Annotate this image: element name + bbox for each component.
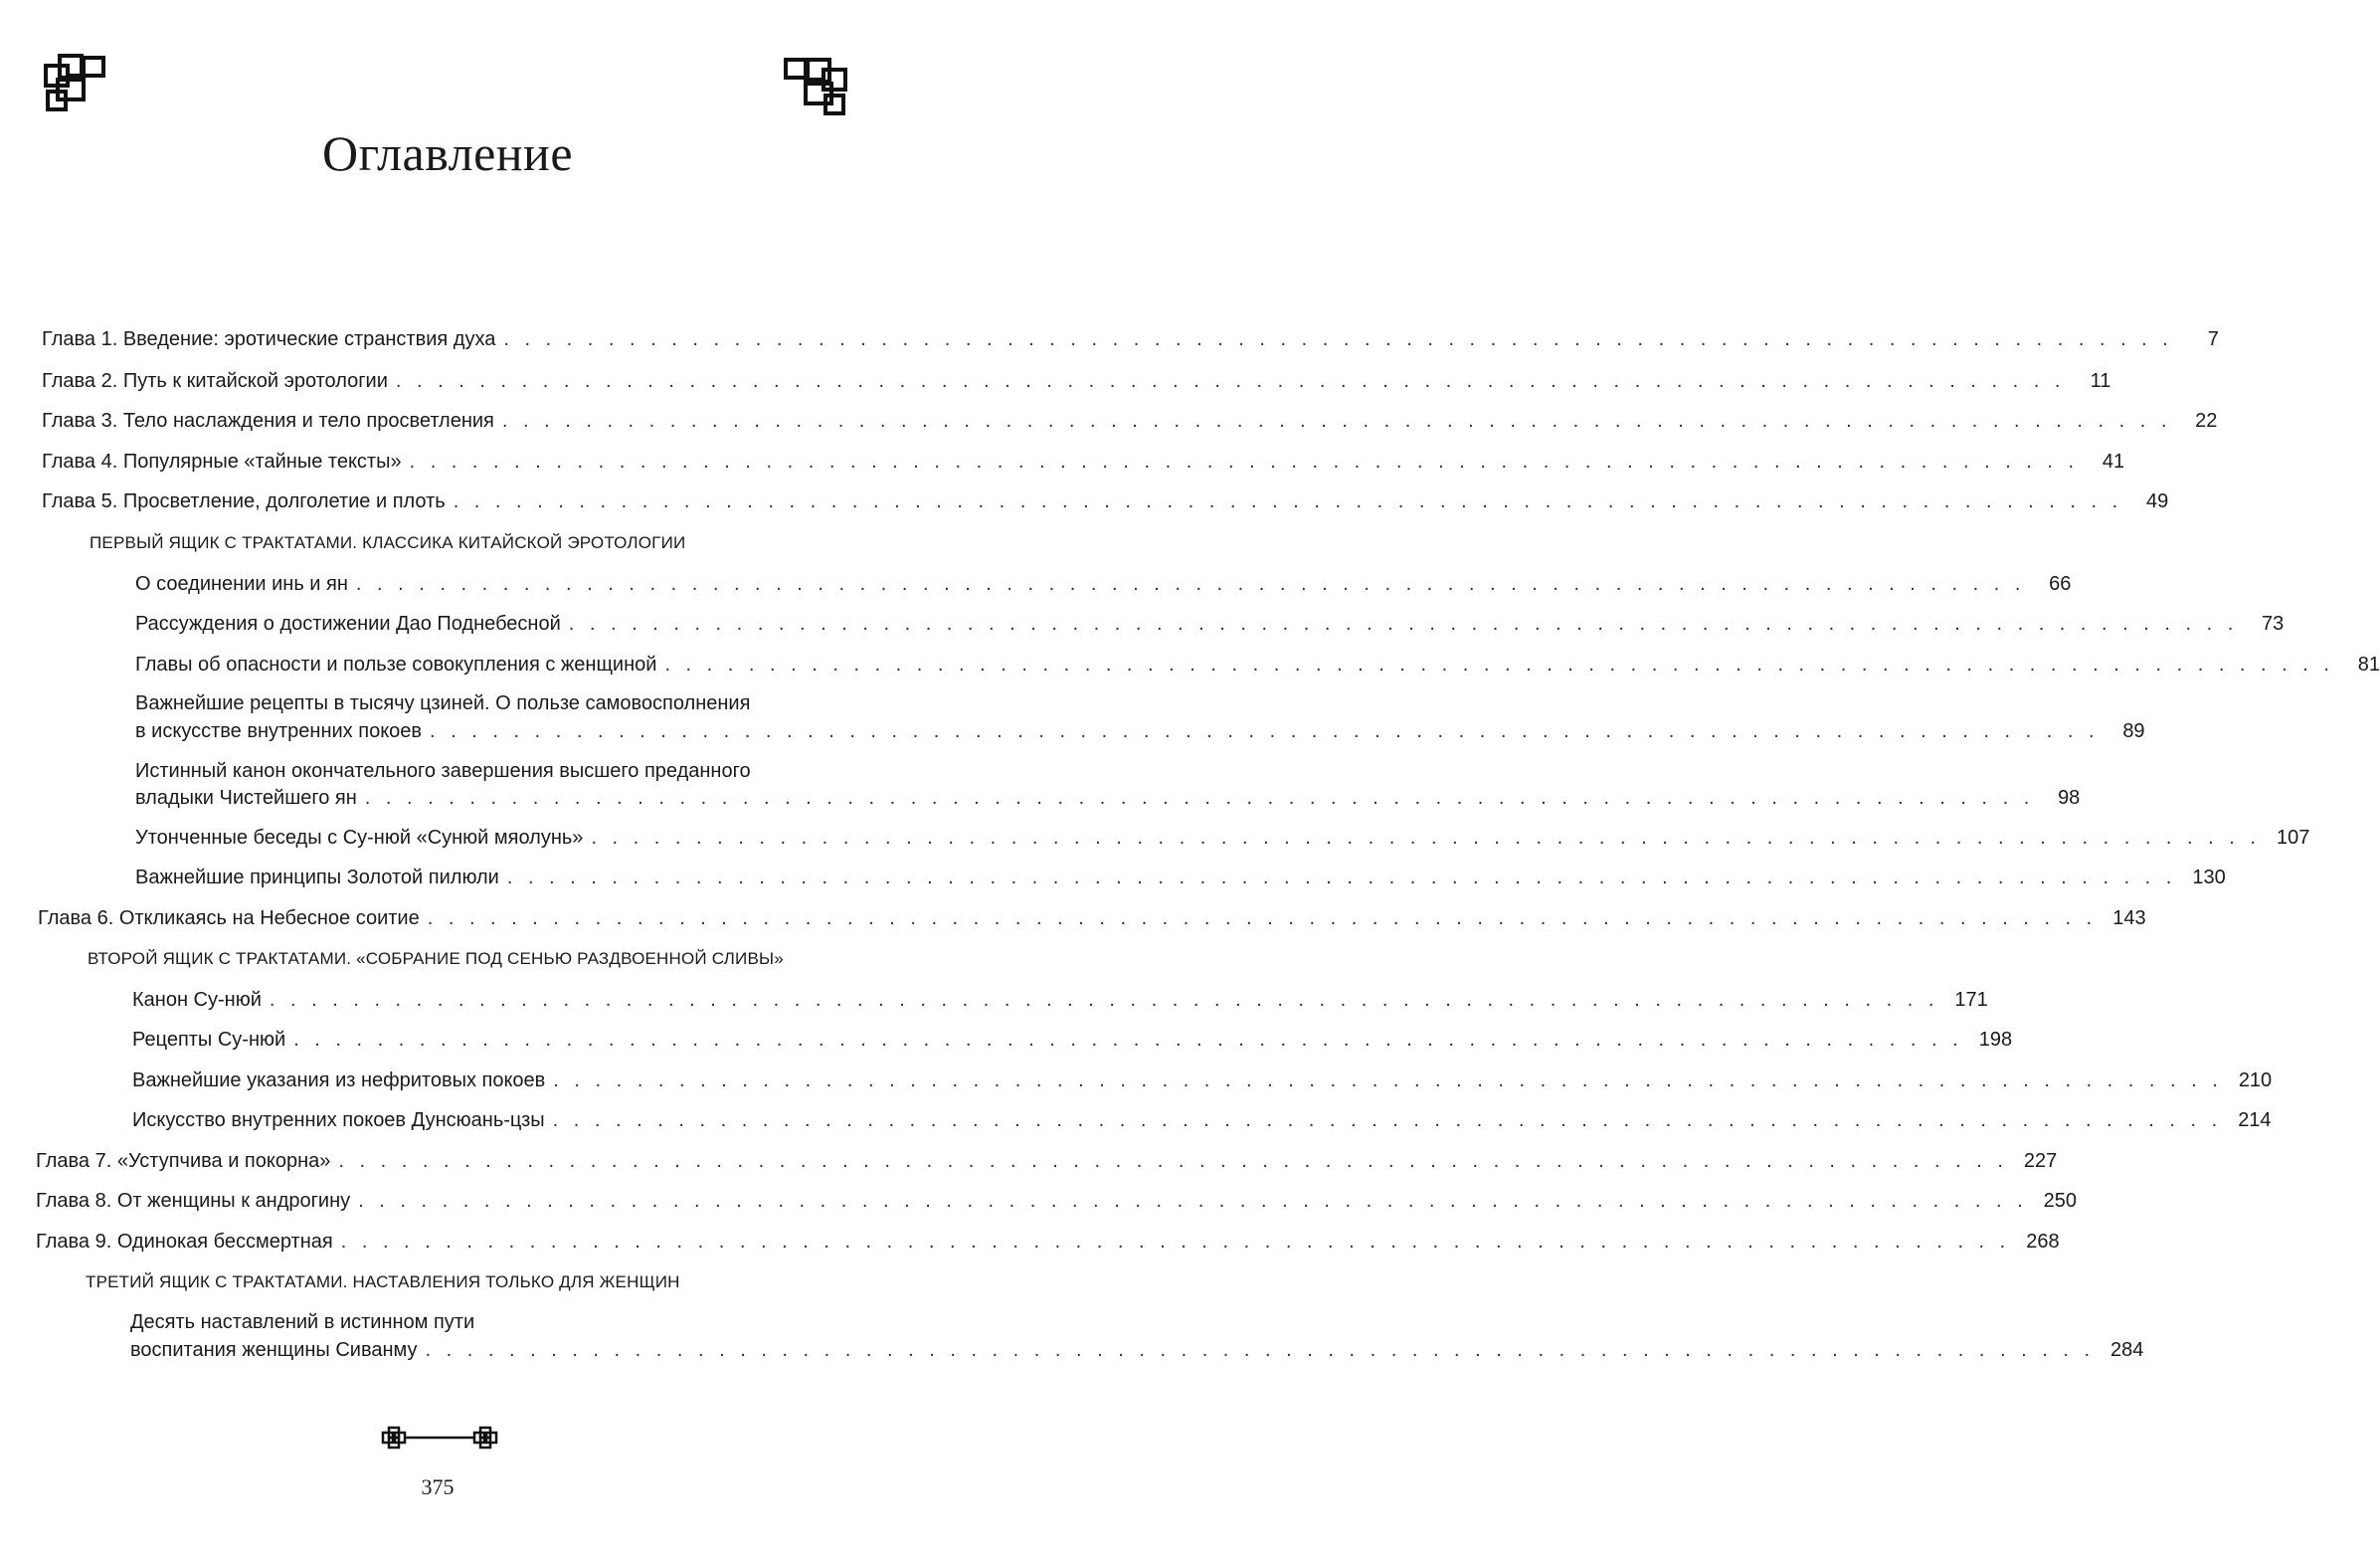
toc-entry[interactable] [36, 1148, 2058, 1174]
toc-entry[interactable] [135, 785, 2081, 811]
dot-leader: . . . . . . . . . . . . . . . . . . . . . . . . . . . . . . . . . . . . . . . . . . . . . . . . . . . . . . . . . . . . . . . . . . . . . . . . . . . . . . . . [501, 410, 2172, 432]
toc-entry-title: Глава 2. Путь к китайской эротологии [42, 370, 388, 392]
knot-ornament-icon [42, 52, 109, 113]
page-title: Оглавление [321, 125, 574, 181]
page-number: 375 [421, 1474, 455, 1499]
toc-entry-title: Искусство внутренних покоев Дунсюань-цзы [132, 1109, 545, 1131]
toc-entry-title: Глава 1. Введение: эротические странствия духа [42, 328, 496, 350]
toc-entry-title: Главы об опасности и пользе совокупления с женщиной [135, 654, 657, 676]
toc-entry-title: Рецепты Су-нюй [132, 1029, 286, 1051]
toc-entry-title: Глава 7. «Уступчива и покорна» [36, 1150, 331, 1172]
toc-entry-page: 81 [2357, 654, 2380, 676]
dot-leader: . . . . . . . . . . . . . . . . . . . . . . . . . . . . . . . . . . . . . . . . . . . . . . . . . . . . . . . . . . . . . . . . . . . . . . . . . . . . . . . . [355, 573, 2026, 595]
toc-entry-title: Важнейшие принципы Золотой пилюли [135, 867, 499, 888]
dot-leader: . . . . . . . . . . . . . . . . . . . . . . . . . . . . . . . . . . . . . . . . . . . . . . . . . . . . . . . . . . . . . . . . . . . . . . . . . . . . . . . . [364, 787, 2035, 809]
dot-leader: . . . . . . . . . . . . . . . . . . . . . . . . . . . . . . . . . . . . . . . . . . . . . . . . . . . . . . . . . . . . . . . . . . . . . . . . . . . . . . . . [340, 1231, 2011, 1253]
toc-entry-page: 171 [1954, 989, 1988, 1011]
toc-entry[interactable] [135, 718, 2145, 744]
dot-leader: . . . . . . . . . . . . . . . . . . . . . . . . . . . . . . . . . . . . . . . . . . . . . . . . . . . . . . . . . . . . . . . . . . . . . . . . . . . . . . . . [591, 827, 2261, 849]
toc-entry[interactable] [42, 449, 2125, 475]
toc-entry-page: 66 [2049, 573, 2072, 595]
toc-entry-page: 250 [2043, 1190, 2078, 1212]
dot-leader: . . . . . . . . . . . . . . . . . . . . . . . . . . . . . . . . . . . . . . . . . . . . . . . . . . . . . . . . . . . . . . . . . . . . . . . . . . . . . . . . [395, 370, 2066, 392]
toc-entry-title: Утонченные беседы с Су-нюй «Сунюй мяолунь» [135, 827, 584, 849]
dot-leader: . . . . . . . . . . . . . . . . . . . . . . . . . . . . . . . . . . . . . . . . . . . . . . . . . . . . . . . . . . . . . . . . . . . . . . . . . . . . . . . . [358, 1190, 2028, 1212]
dot-leader: . . . . . . . . . . . . . . . . . . . . . . . . . . . . . . . . . . . . . . . . . . . . . . . . . . . . . . . . . . . . . . . . . . . . . . . . . . . . . . . . [430, 720, 2100, 742]
dot-leader: . . . . . . . . . . . . . . . . . . . . . . . . . . . . . . . . . . . . . . . . . . . . . . . . . . . . . . . . . . . . . . . . . . . . . . . . . . . . . . . . [664, 654, 2334, 676]
dot-leader: . . . . . . . . . . . . . . . . . . . . . . . . . . . . . . . . . . . . . . . . . . . . . . . . . . . . . . . . . . . . . . . . . . . . . . . . . . . . . . . . [506, 867, 2177, 888]
toc-entry[interactable] [132, 1027, 2013, 1053]
toc-entry-page: 143 [2112, 907, 2146, 929]
dot-leader: . . . . . . . . . . . . . . . . . . . . . . . . . . . . . . . . . . . . . . . . . . . . . . . . . . . . . . . . . . . . . . . . . . . . . . . . . . . . . . . . [269, 989, 1939, 1011]
toc-entry-title: Глава 9. Одинокая бессмертная [36, 1231, 333, 1253]
section-heading: ВТОРОЙ ЯЩИК С ТРАКТАТАМИ. «СОБРАНИЕ ПОД СЕНЬЮ РАЗДВОЕННОЙ СЛИВЫ» [88, 949, 784, 968]
dot-leader: . . . . . . . . . . . . . . . . . . . . . . . . . . . . . . . . . . . . . . . . . . . . . . . . . . . . . . . . . . . . . . . . . . . . . . . . . . . . . . . . [453, 490, 2123, 512]
toc-entry-title: Канон Су-нюй [132, 989, 262, 1011]
toc-entry[interactable] [130, 1337, 2144, 1363]
toc-entry-title-line: Важнейшие рецепты в тысячу цзиней. О пользе самовосполнения [135, 692, 751, 714]
toc-entry-title: в искусстве внутренних покоев [135, 720, 423, 742]
toc-entry[interactable] [132, 1067, 2273, 1093]
dot-leader: . . . . . . . . . . . . . . . . . . . . . . . . . . . . . . . . . . . . . . . . . . . . . . . . . . . . . . . . . . . . . . . . . . . . . . . . . . . . . . . . [409, 451, 2080, 473]
toc-entry[interactable] [135, 652, 2380, 678]
toc-entry-page: 130 [2192, 867, 2226, 888]
toc-entry[interactable] [135, 825, 2310, 851]
toc-entry-page: 49 [2145, 490, 2169, 512]
dot-leader: . . . . . . . . . . . . . . . . . . . . . . . . . . . . . . . . . . . . . . . . . . . . . . . . . . . . . . . . . . . . . . . . . . . . . . . . . . . . . . . . [293, 1029, 1963, 1051]
toc-entry-title-line: Истинный канон окончательного завершения высшего преданного [135, 760, 751, 782]
toc-entry[interactable] [135, 611, 2285, 637]
toc-entry-page: 268 [2026, 1231, 2060, 1253]
toc-entry[interactable] [135, 865, 2226, 890]
toc-entry-title: Глава 4. Популярные «тайные тексты» [42, 451, 402, 473]
toc-entry-page: 11 [2090, 370, 2111, 392]
toc-entry-title: Глава 5. Просветление, долголетие и плоть [42, 490, 446, 512]
toc-entry-title-line: Десять наставлений в истинном пути [130, 1311, 475, 1333]
toc-entry-page: 98 [2058, 787, 2081, 809]
toc-entry-title: Рассуждения о достижении Дао Поднебесной [135, 613, 561, 635]
toc-entry-page: 41 [2102, 451, 2125, 473]
toc-entry-page: 210 [2238, 1069, 2273, 1091]
toc-entry-page: 227 [2023, 1150, 2058, 1172]
dot-leader: . . . . . . . . . . . . . . . . . . . . . . . . . . . . . . . . . . . . . . . . . . . . . . . . . . . . . . . . . . . . . . . . . . . . . . . . . . . . . . . . [503, 328, 2173, 350]
toc-entry-title: О соединении инь и ян [135, 573, 348, 595]
dot-leader: . . . . . . . . . . . . . . . . . . . . . . . . . . . . . . . . . . . . . . . . . . . . . . . . . . . . . . . . . . . . . . . . . . . . . . . . . . . . . . . . [553, 1069, 2223, 1091]
toc-entry[interactable] [36, 1229, 2060, 1255]
toc-entry[interactable] [42, 326, 2219, 352]
toc-entry-title: владыки Чистейшего ян [135, 787, 357, 809]
toc-entry-title: Важнейшие указания из нефритовых покоев [132, 1069, 546, 1091]
dot-leader: . . . . . . . . . . . . . . . . . . . . . . . . . . . . . . . . . . . . . . . . . . . . . . . . . . . . . . . . . . . . . . . . . . . . . . . . . . . . . . . . [552, 1109, 2223, 1131]
toc-entry[interactable] [42, 488, 2169, 514]
toc-entry[interactable] [36, 1188, 2078, 1214]
toc-entry[interactable] [135, 571, 2072, 597]
toc-entry-title: Глава 8. От женщины к андрогину [36, 1190, 351, 1212]
dot-leader: . . . . . . . . . . . . . . . . . . . . . . . . . . . . . . . . . . . . . . . . . . . . . . . . . . . . . . . . . . . . . . . . . . . . . . . . . . . . . . . . [568, 613, 2239, 635]
toc-entry-page: 107 [2276, 827, 2310, 849]
section-heading: ТРЕТИЙ ЯЩИК С ТРАКТАТАМИ. НАСТАВЛЕНИЯ ТОЛЬКО ДЛЯ ЖЕНЩИН [86, 1272, 680, 1291]
toc-entry-page: 214 [2238, 1109, 2272, 1131]
toc-entry-title: Глава 6. Откликаясь на Небесное соитие [38, 907, 420, 929]
toc-entry-page: 7 [2207, 328, 2219, 350]
toc-entry-page: 284 [2110, 1339, 2144, 1361]
toc-entry-page: 89 [2122, 720, 2145, 742]
toc-entry-page: 73 [2262, 613, 2285, 635]
toc-entry-title: Глава 3. Тело наслаждения и тело просветления [42, 410, 494, 432]
section-heading: ПЕРВЫЙ ЯЩИК С ТРАКТАТАМИ. КЛАССИКА КИТАЙСКОЙ ЭРОТОЛОГИИ [90, 533, 686, 552]
toc-entry[interactable] [42, 368, 2111, 394]
toc-entry[interactable] [132, 1107, 2272, 1133]
toc-entry-page: 22 [2195, 410, 2218, 432]
dot-leader: . . . . . . . . . . . . . . . . . . . . . . . . . . . . . . . . . . . . . . . . . . . . . . . . . . . . . . . . . . . . . . . . . . . . . . . . . . . . . . . . [427, 907, 2098, 929]
dot-leader: . . . . . . . . . . . . . . . . . . . . . . . . . . . . . . . . . . . . . . . . . . . . . . . . . . . . . . . . . . . . . . . . . . . . . . . . . . . . . . . . [425, 1339, 2096, 1361]
toc-entry[interactable] [38, 905, 2146, 931]
toc-entry[interactable] [132, 987, 1988, 1013]
knot-ornament-icon [782, 56, 849, 117]
toc-entry[interactable] [42, 408, 2218, 434]
toc-entry-title: воспитания женщины Сиванму [130, 1339, 418, 1361]
toc-entry-page: 198 [1978, 1029, 2013, 1051]
dot-leader: . . . . . . . . . . . . . . . . . . . . . . . . . . . . . . . . . . . . . . . . . . . . . . . . . . . . . . . . . . . . . . . . . . . . . . . . . . . . . . . . [338, 1150, 2008, 1172]
knot-divider-icon [380, 1425, 499, 1454]
